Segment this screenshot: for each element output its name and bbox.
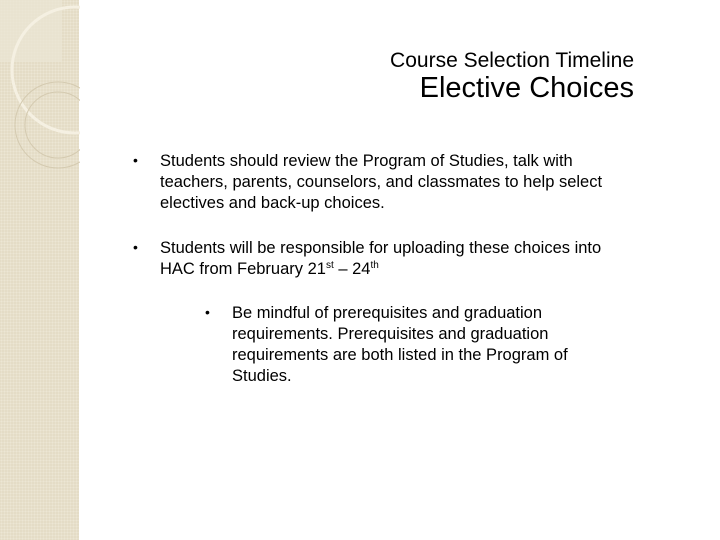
superscript: st [325,260,334,271]
slide-subtitle: Course Selection Timeline [390,49,634,72]
bullet-item [160,238,630,280]
bullet-marker: • [205,304,210,320]
sub-bullet-item: Be mindful of prerequisites and graduation requirements. Prerequisites and graduation requirements are both listed in the Program of Studies. [232,304,568,385]
bullet-item: Students should review the Program of Studies, talk with teachers, parents, counselors, and classmates to help select electives and back-up choices. [160,152,603,212]
bullet-text: – 24 [333,260,371,278]
bullet-text: Students will be responsible for uploading these choices into HAC from February 21 [160,239,602,278]
slide-title: Elective Choices [419,72,634,104]
bullet-marker: • [133,239,138,255]
bullet-marker: • [133,152,138,168]
superscript: th [370,260,379,271]
decorative-circles [0,0,80,240]
